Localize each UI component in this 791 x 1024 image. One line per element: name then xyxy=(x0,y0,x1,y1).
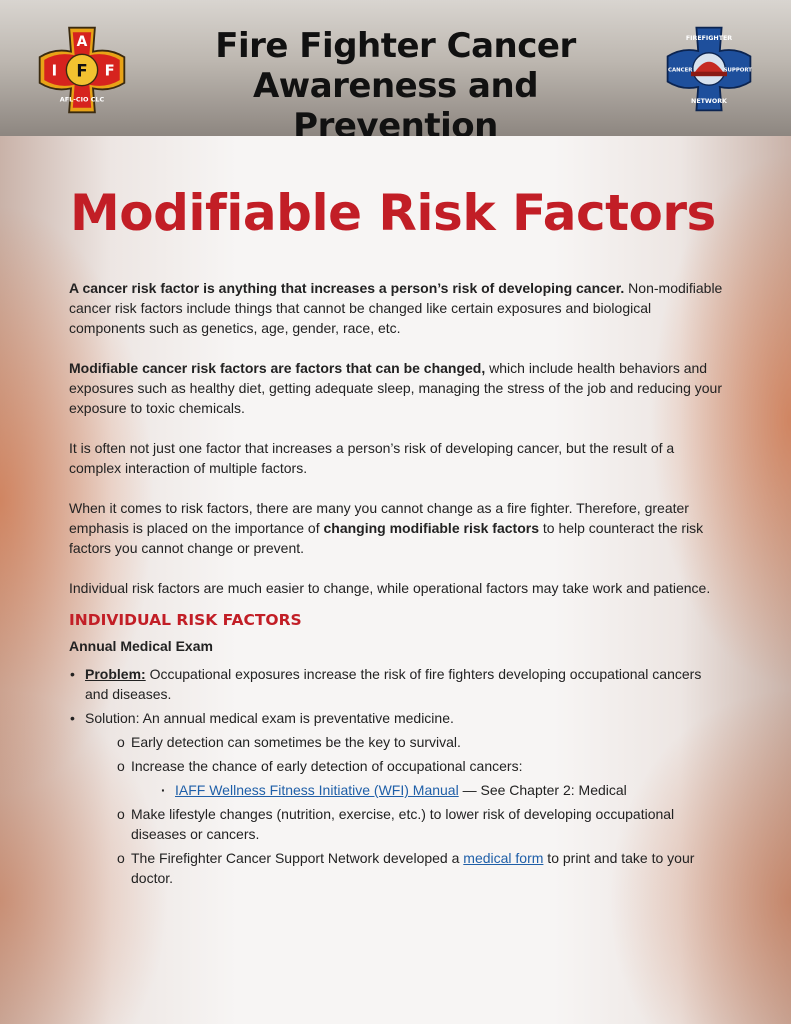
list-item-increase-chance: o Increase the chance of early detection of occupational cancers: · IAFF Wellness Fitness Initiative (WFI) Manual — See Chapter 2: Medical xyxy=(117,756,725,800)
list-item-medical-form: o The Firefighter Cancer Support Network developed a medical form to print and take to your doctor. xyxy=(117,848,725,888)
svg-text:CANCER: CANCER xyxy=(668,67,693,74)
list-item-lifestyle: o Make lifestyle changes (nutrition, exercise, etc.) to lower risk of developing occupational diseases or cancers. xyxy=(117,804,725,844)
main-content xyxy=(69,278,725,892)
section-heading: INDIVIDUAL RISK FACTORS xyxy=(69,611,302,629)
wfi-manual-link[interactable]: IAFF Wellness Fitness Initiative (WFI) Manual xyxy=(175,782,459,798)
page-title: Modifiable Risk Factors xyxy=(70,184,716,242)
list-item-solution: • Solution: An annual medical exam is preventative medicine. o Early detection can sometimes be the key to survival. o Increase the chance of early detection of occupational cancers: · IAFF Wellness Fitness Initiative (WFI) Manual — See Chapter 2: Medical o Make lifestyle changes (nutrition, exercise, etc.) to lower risk of developing occupational diseases or cancers. o The Firefighter Cancer Support Network developed a medical form to print and take to your doctor. xyxy=(69,708,725,888)
svg-text:F: F xyxy=(76,61,88,81)
svg-text:A: A xyxy=(76,34,88,51)
list-item-wfi: · IAFF Wellness Fitness Initiative (WFI) Manual — See Chapter 2: Medical xyxy=(161,780,725,800)
wfi-sub-list xyxy=(131,780,725,800)
intro-paragraph-1: A cancer risk factor is anything that increases a person’s risk of developing cancer. Non-modifiable cancer risk factors include things that cannot be changed like certain exposures and biological components such as genetics, age, gender, race, etc. xyxy=(69,280,723,336)
intro-paragraph-5: Individual risk factors are much easier to change, while operational factors may take work and patience. xyxy=(69,580,711,596)
list-item-problem: • Problem: Occupational exposures increase the risk of fire fighters developing occupational cancers and diseases. xyxy=(69,664,725,704)
svg-text:F: F xyxy=(104,62,115,80)
medical-form-link[interactable]: medical form xyxy=(463,850,544,866)
header-title-line1: Fire Fighter Cancer xyxy=(215,26,576,66)
solution-sub-list xyxy=(85,732,725,888)
svg-text:AFL-CIO CLC: AFL-CIO CLC xyxy=(59,95,105,104)
intro-paragraph-3: It is often not just one factor that increases a person’s risk of developing cancer, but the result of a complex interaction of multiple factors. xyxy=(69,440,675,476)
header-banner xyxy=(0,0,791,136)
svg-text:NETWORK: NETWORK xyxy=(691,98,727,106)
problem-label: Problem: xyxy=(85,666,146,682)
fcsn-logo-icon xyxy=(664,24,754,114)
risk-factor-list xyxy=(69,664,725,888)
iaff-logo-icon xyxy=(36,24,128,116)
svg-text:I: I xyxy=(51,62,58,80)
list-item-early-detection: o Early detection can sometimes be the key to survival. xyxy=(117,732,725,752)
svg-text:FIREFIGHTER: FIREFIGHTER xyxy=(685,35,733,43)
header-title-line2: Awareness and Prevention xyxy=(252,66,539,136)
header-title xyxy=(150,26,641,136)
intro-paragraph-2: Modifiable cancer risk factors are factors that can be changed, which include health behaviors and exposures such as healthy diet, getting adequate sleep, managing the stress of the job and reducing your exposure to toxic chemicals. xyxy=(69,360,722,416)
svg-text:SUPPORT: SUPPORT xyxy=(723,67,752,74)
sub-heading: Annual Medical Exam xyxy=(69,638,213,654)
intro-paragraph-4: When it comes to risk factors, there are many you cannot change as a fire fighter. Therefore, greater emphasis is placed on the importance of changing modifiable risk factors to help counteract the risk factors you cannot change or prevent. xyxy=(69,500,704,556)
